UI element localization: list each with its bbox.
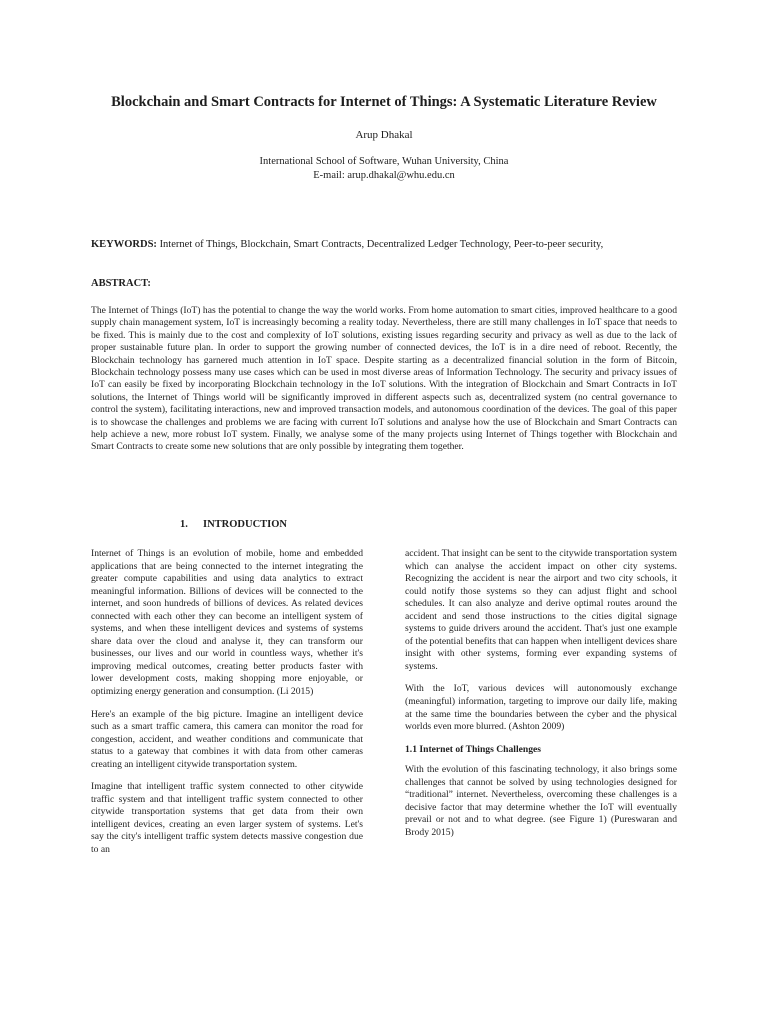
keywords-text: Internet of Things, Blockchain, Smart Contracts, Decentralized Ledger Technology, Peer-to-peer security, [156, 239, 604, 250]
body-paragraph: Internet of Things is an evolution of mobile, home and embedded applications that are being connected to the internet integrating the greater compute capabilities and using data analytics to extract meaningful information. Billions of devices will be connected to the internet, and soon hundreds of billions of devices. As related devices connected with each other they can become an intelligent system of systems, and when these intelligent devices and systems of systems share data over the cloud and analyse it, they can transform our businesses, our lives and our world in countless ways, whether it's improving medical outcomes, creating better products faster with lower development costs, making shopping more enjoyable, or optimizing energy generation and consumption. (Li 2015) [91, 548, 363, 698]
section-heading-introduction [180, 518, 287, 532]
keywords-label: KEYWORDS: [91, 239, 157, 250]
section-title: INTRODUCTION [203, 519, 288, 530]
author-name: Arup Dhakal [355, 129, 413, 141]
body-paragraph: With the evolution of this fascinating technology, it also brings some challenges that cannot be solved by using technologies designed for “traditional” internet. Nevertheless, overcoming these challenges is a decisive factor that may determine whether the IoT will eventually prevail or not and to what degree. (see Figure 1) (Pureswaran and Brody 2015) [405, 764, 677, 838]
subsection-heading: 1.1 Internet of Things Challenges [405, 743, 542, 755]
body-paragraph: With the IoT, various devices will autonomously exchange (meaningful) information, targeting to improve our daily life, making at the same time the boundaries between the cyber and the physical worlds even more blurred. (Ashton 2009) [405, 683, 677, 733]
affiliation: International School of Software, Wuhan University, China [259, 156, 509, 167]
body-paragraph: Imagine that intelligent traffic system connected to other citywide traffic system and that intelligent traffic system connected to other citywide transportation systems that get data from their own intelligent devices, creating an even larger system of systems. Let's say the city's intelligent traffic system detects massive congestion due to an [91, 781, 363, 856]
abstract-heading: ABSTRACT: [91, 278, 151, 289]
body-paragraph: Here's an example of the big picture. Imagine an intelligent device such as a smart traffic camera, this camera can monitor the road for congestion, accident, and weather conditions and communicate that status to a gateway that combines it with data from other cameras creating an intelligent citywide transportation system. [91, 708, 363, 770]
paper-title: Blockchain and Smart Contracts for Internet of Things: A Systematic Literature Review [111, 94, 657, 110]
left-column [91, 548, 363, 867]
author-affiliation-block [60, 155, 708, 183]
section-number: 1. [180, 519, 188, 530]
author-email: E-mail: arup.dhakal@whu.edu.cn [313, 170, 455, 181]
abstract-text: The Internet of Things (IoT) has the potential to change the way the world works. From home automation to smart cities, improved healthcare to a good supply chain management system, IoT is increasingly becoming a reality today. Nevertheless, there are still many challenges in IoT space that needs to be fixed. This is mainly due to the cost and complexity of IoT solutions, existing issues regarding security and privacy as well as due to the lack of proper sustainable future plan. In order to support the growing number of connected devices, the IoT is in a dire need of reboot. Recently, the Blockchain technology has garnered much attention in IoT space. Despite starting as a decentralized financial solution in the form of Bitcoin, Blockchain technology possess many use cases which can be used in most diverse areas of Information Technology. The security and privacy issues of IoT can easily be fixed by incorporating Blockchain technology in the IoT solutions. With the integration of Blockchain and Smart Contracts in IoT solutions, the Internet of Things world will be significantly improved in different aspects such as, decentralized system (no central governance to control the system), facilitating interactions, new and improved transaction models, and autonomous coordination of the devices. The goal of this paper is to showcase the challenges and problems we are facing with current IoT solutions and analyse how the use of Blockchain and Smart Contracts can help achieve a new, more robust IoT system. Finally, we analyse some of the many projects using Internet of Things together with Blockchain and Smart Contracts to create some new solutions that are only possible by integrating them together. [91, 305, 677, 453]
keywords-line [91, 238, 698, 252]
right-column [405, 548, 677, 849]
body-paragraph: accident. That insight can be sent to the citywide transportation system which can analyse the accident impact on other city systems. Recognizing the accident is near the airport and two city schools, it could notify those systems so they can adjust flight and school schedules. It can also analyze and derive optimal routes around the accident and send those instructions to the cities digital signage systems to guide drivers around the accident. That's just one example of the potential benefits that can happen when intelligent devices share insight with other systems, forming ever expanding systems of systems. [405, 548, 677, 672]
